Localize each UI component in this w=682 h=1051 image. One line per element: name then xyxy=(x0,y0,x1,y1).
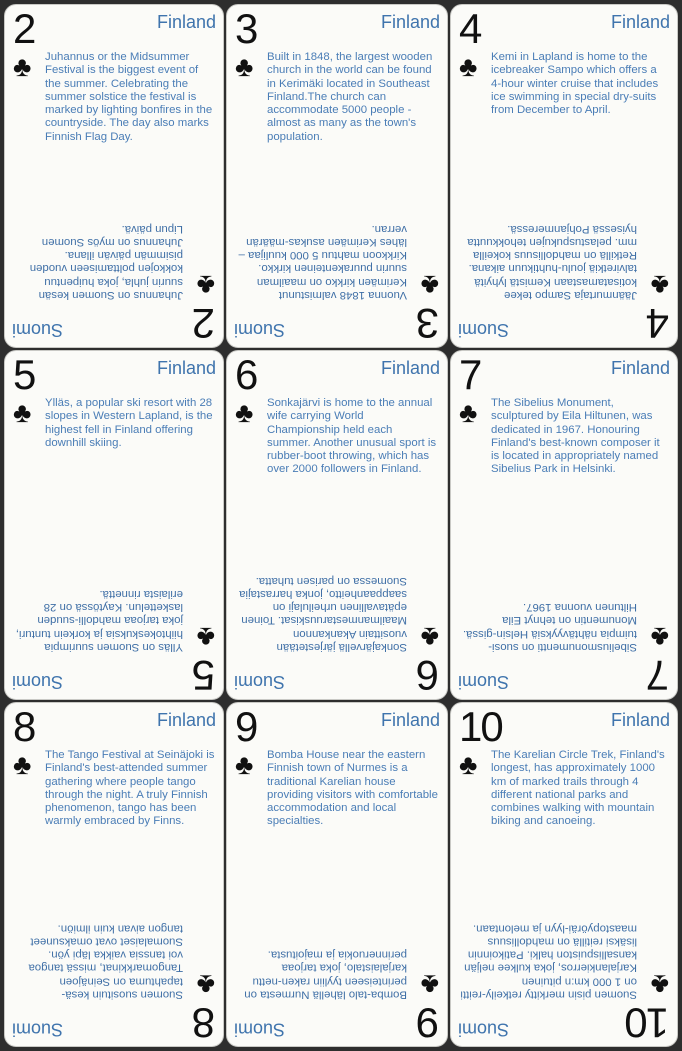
club-suit-icon: ♣ xyxy=(420,270,439,301)
card-country-label: Finland xyxy=(610,12,670,32)
card-bottom-half-inverted xyxy=(451,176,677,347)
card-rank: 6 xyxy=(235,351,257,398)
card-description: The Karelian Circle Trek, Finland's longest, has approximately 1000 km of marked trails through 4 different national parks and combines walking with mountain biking and canoeing. xyxy=(491,749,665,828)
card-description: Sibeliusmonumentti on suosi-tuimpia nähtävyyksiä Helsin-gissä. Monumentin on tehnyt Eila Hiltunen vuonna 1967. xyxy=(462,601,637,653)
card-country-label: Finland xyxy=(380,12,440,32)
card-rank: 5 xyxy=(13,351,35,398)
card-country-label: Suomi xyxy=(12,320,64,340)
playing-card xyxy=(450,350,678,700)
card-rank: 9 xyxy=(417,999,439,1046)
club-suit-icon: ♣ xyxy=(196,622,215,653)
card-country-label: Suomi xyxy=(234,320,286,340)
card-description: Bomba House near the eastern Finnish town of Nurmes is a traditional Karelian house providing visitors with comfortable accommodation and local specialties. xyxy=(267,749,438,828)
club-suit-icon: ♣ xyxy=(650,622,669,653)
card-top-half xyxy=(5,351,223,525)
card-rank: 5 xyxy=(193,652,215,699)
card-rank: 3 xyxy=(235,5,257,52)
card-bottom-half-inverted xyxy=(5,875,223,1047)
card-rank: 10 xyxy=(626,999,669,1046)
card-country-label: Suomi xyxy=(458,672,510,692)
club-suit-icon: ♣ xyxy=(650,270,669,301)
card-rank: 7 xyxy=(647,652,669,699)
card-rank: 4 xyxy=(459,5,481,52)
club-suit-icon: ♣ xyxy=(13,397,32,428)
card-country-label: Suomi xyxy=(458,1019,510,1039)
card-rank: 8 xyxy=(13,703,35,750)
club-suit-icon: ♣ xyxy=(196,969,215,1000)
card-rank: 8 xyxy=(193,999,215,1046)
playing-card xyxy=(4,350,224,700)
club-suit-icon: ♣ xyxy=(196,270,215,301)
club-suit-icon: ♣ xyxy=(650,969,669,1000)
card-country-label: Suomi xyxy=(458,320,510,340)
card-description: The Sibelius Monument, sculptured by Eila Hiltunen, was dedicated in 1967. Honouring Finland's best-known composer it is located in appropriately named Sibelius Park in Helsinki. xyxy=(491,397,660,476)
card-bottom-half-inverted xyxy=(5,176,223,347)
card-bottom-half-inverted xyxy=(227,525,447,699)
playing-card xyxy=(450,4,678,348)
playing-card xyxy=(4,4,224,348)
card-description: Ylläs on Suomen suurimpia hiihtokeskuksia ja korkein tunturi, joka tarjoaa mahdolli-suuden laskettelun. Kaytössä on 28 erilaista rinnettä. xyxy=(15,587,183,653)
card-country-label: Finland xyxy=(610,358,670,378)
club-suit-icon: ♣ xyxy=(13,51,32,82)
club-suit-icon: ♣ xyxy=(235,749,254,780)
card-description: Sonkajärvi is home to the annual wife carrying World Championship held each summer. Another unusual sport is rubber-boot throwing, which has over 2000 followers in Finland. xyxy=(267,397,437,476)
card-country-label: Finland xyxy=(610,710,670,730)
card-description: Juhannus or the Midsummer Festival is the biggest event of the summer. Celebrating the summer solstice the festival is marked by lighting bonfires in the countryside. The day also marks Finnish Flag Day. xyxy=(45,51,213,143)
card-rank: 4 xyxy=(647,300,669,347)
playing-card xyxy=(226,4,448,348)
card-country-label: Finland xyxy=(156,12,216,32)
playing-card xyxy=(450,702,678,1047)
card-bottom-half-inverted xyxy=(227,176,447,347)
card-description: Bomba-talo lähellä Nurmesta on perinteiseen tyyliin raken-nettu karjalaistalo, joka tarjoaa perinneruokia ja majoitusta. xyxy=(244,948,407,1000)
card-rank: 6 xyxy=(417,652,439,699)
card-description: Suomen suosituin kesä-tapahtuma on Seinäjoen Tangomarkkinat, missä tangoa voi tanssia vaikka läpi yön. Suomalaiset ovat omaksuneet tangon aivan kuin ilmiön. xyxy=(28,921,183,1000)
card-description: Jäänmurtaja Sampo tekee kotisatamastaan Kemistä lyhyitä talviretkiä joulu-huhtikuun aikana. Retkillä on mahdollisuus kokeilla mm. pelastuspukujen tehokkuutta hyisessä Pohjanmeressä. xyxy=(467,222,637,301)
card-country-label: Finland xyxy=(156,358,216,378)
card-top-half xyxy=(451,5,677,176)
card-description: Juhannus on Suomen kesän suurin juhla, joka huipentuu kokkojen polttamiseen vuoden pisimmän päivän illana. Juhannus on myös Suomen Lipun päivä. xyxy=(29,222,183,301)
playing-card xyxy=(226,350,448,700)
card-top-half xyxy=(451,351,677,525)
card-rank: 9 xyxy=(235,703,257,750)
card-bottom-half-inverted xyxy=(5,525,223,699)
club-suit-icon: ♣ xyxy=(420,622,439,653)
card-top-half xyxy=(451,703,677,875)
card-top-half xyxy=(5,5,223,176)
playing-card xyxy=(4,702,224,1047)
card-bottom-half-inverted xyxy=(451,875,677,1047)
club-suit-icon: ♣ xyxy=(459,397,478,428)
card-country-label: Finland xyxy=(380,358,440,378)
card-top-half xyxy=(227,351,447,525)
club-suit-icon: ♣ xyxy=(420,969,439,1000)
card-description: Ylläs, a popular ski resort with 28 slopes in Western Lapland, is the highest fell in Finland offering downhill skiing. xyxy=(45,397,213,449)
card-description: Suomen pisin merkitty retkeily-reitti on 1 000 km:n pituinen Karjalankierros, joka kulkee neljän kansallispuiston halki. Patikoinnin lisäksi reitillä on mahdollisuus maastopyöräi-lyyn ja melontaan. xyxy=(460,921,637,1000)
card-bottom-half-inverted xyxy=(227,875,447,1047)
club-suit-icon: ♣ xyxy=(13,749,32,780)
card-description: Vuonna 1848 valmistunut Kerimäen kirkko on maailman suurin puurakenteinen kirkko. Kirkkoon mahtuu 5 000 kuulijaa – lähes Kerimäen asukas-määrän verran. xyxy=(238,222,407,301)
card-rank: 2 xyxy=(13,5,35,52)
club-suit-icon: ♣ xyxy=(235,51,254,82)
card-top-half xyxy=(227,703,447,875)
card-country-label: Finland xyxy=(380,710,440,730)
card-country-label: Suomi xyxy=(234,1019,286,1039)
card-rank: 10 xyxy=(459,703,502,750)
card-description: Kemi in Lapland is home to the icebreaker Sampo which offers a 4-hour winter cruise that includes ice swimming in special dry-suits from December to April. xyxy=(491,51,659,117)
card-description: Built in 1848, the largest wooden church in the world can be found in Kerimäki located in Southeast Finland.The church can accommodate 5000 people - almost as many as the town's population. xyxy=(267,51,433,143)
card-country-label: Suomi xyxy=(12,1019,64,1039)
card-rank: 7 xyxy=(459,351,481,398)
card-rank: 3 xyxy=(417,300,439,347)
card-top-half xyxy=(227,5,447,176)
card-rank: 2 xyxy=(193,300,215,347)
card-country-label: Finland xyxy=(156,710,216,730)
card-description: The Tango Festival at Seinäjoki is Finland's best-attended summer gathering where people tango through the night. A truly Finnish phenomenon, tango has been warmly embraced by Finns. xyxy=(45,749,215,828)
card-bottom-half-inverted xyxy=(451,525,677,699)
club-suit-icon: ♣ xyxy=(459,51,478,82)
club-suit-icon: ♣ xyxy=(459,749,478,780)
playing-card xyxy=(226,702,448,1047)
card-top-half xyxy=(5,703,223,875)
card-country-label: Suomi xyxy=(12,672,64,692)
card-description: Sonkajärvellä järjestetään vuosittain Akankannon Maailmanmestaruuskisat. Toinen epätavallinen urheilulaji on saappaanheitto, jonka harrastajia Suomessa on parisen tuhatta. xyxy=(239,574,407,653)
card-country-label: Suomi xyxy=(234,672,286,692)
club-suit-icon: ♣ xyxy=(235,397,254,428)
